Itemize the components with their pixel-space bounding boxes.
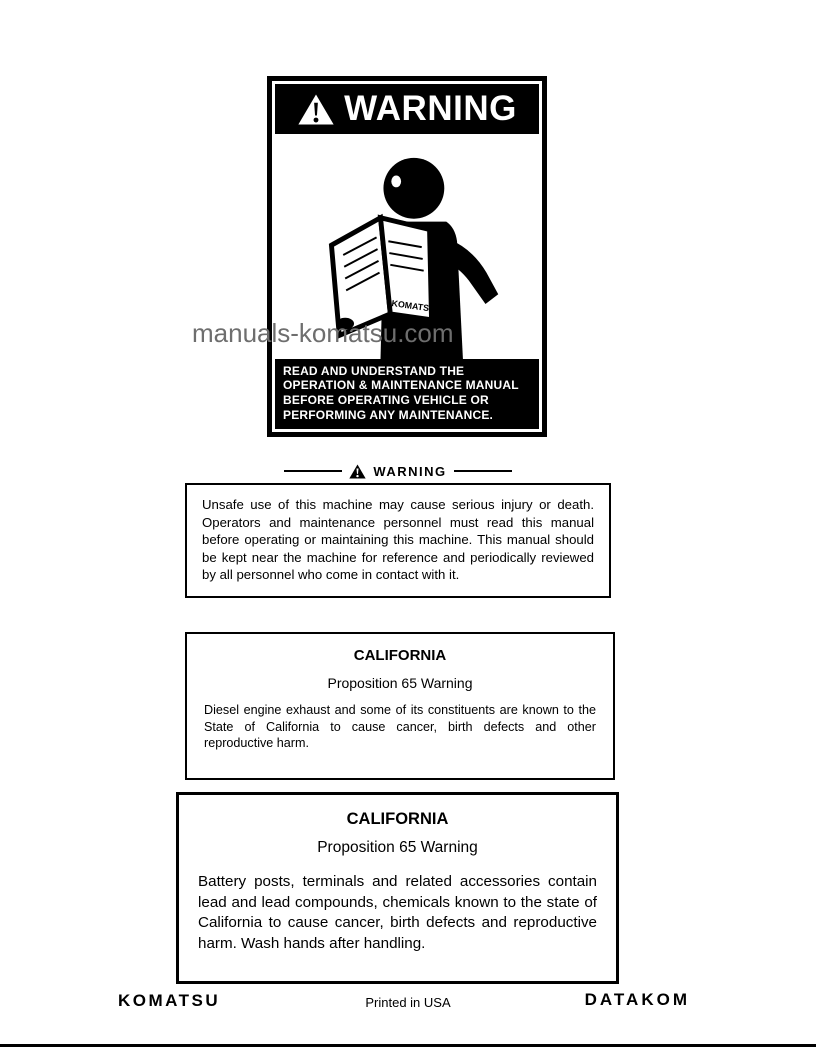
komatsu-logo: KOMATSU — [118, 991, 221, 1010]
warning-label — [267, 76, 547, 437]
california-prop65-box-diesel — [185, 632, 615, 780]
datakom-logo: DATAKOM — [584, 990, 690, 1009]
warning-label-header — [275, 84, 539, 134]
california-title: CALIFORNIA — [353, 647, 447, 664]
caption-line-4: PERFORMING ANY MAINTENANCE. — [283, 408, 494, 423]
caption-line-3: BEFORE OPERATING VEHICLE OR — [283, 393, 489, 408]
warning-notice — [185, 463, 611, 598]
caption-line-2: OPERATION & MAINTENANCE MANUAL — [283, 378, 519, 393]
title-rule-right — [454, 470, 512, 472]
california-body-diesel: Diesel engine exhaust and some of its constituents are known to the State of California to cause cancer, birth defects and other reproductive harm. — [204, 703, 596, 751]
california-body-battery: Battery posts, terminals and related accessories contain lead and lead compounds, chemicals known to the state of California to cause cancer, birth defects and reproductive harm. Wash hands after handling. — [198, 873, 597, 952]
warning-triangle-icon — [349, 464, 366, 479]
book-brand-label: KOMATSU — [391, 297, 436, 314]
california-title: CALIFORNIA — [346, 810, 449, 828]
warning-triangle-icon — [297, 93, 335, 126]
page-edge-line — [0, 1044, 816, 1047]
warning-notice-box — [185, 483, 611, 598]
warning-notice-body: Unsafe use of this machine may cause serious injury or death. Operators and maintenance personnel must read this manual before operating or maintaining this machine. This manual should be kept near the machine for reference and periodically reviewed by all personnel who come in contact with it. — [202, 497, 594, 583]
watermark-text: manuals-komatsu.com — [192, 318, 454, 348]
printed-in-usa-text: Printed in USA — [365, 995, 451, 1010]
caption-line-1: READ AND UNDERSTAND THE — [283, 363, 465, 378]
warning-notice-title-row — [185, 463, 611, 479]
warning-notice-title: WARNING — [373, 463, 447, 479]
warning-label-title: WARNING — [344, 89, 517, 128]
california-prop65-box-battery — [176, 792, 619, 984]
warning-label-caption — [275, 359, 539, 430]
proposition-65-subtitle: Proposition 65 Warning — [317, 839, 478, 856]
proposition-65-subtitle: Proposition 65 Warning — [327, 675, 473, 691]
title-rule-left — [284, 470, 342, 472]
